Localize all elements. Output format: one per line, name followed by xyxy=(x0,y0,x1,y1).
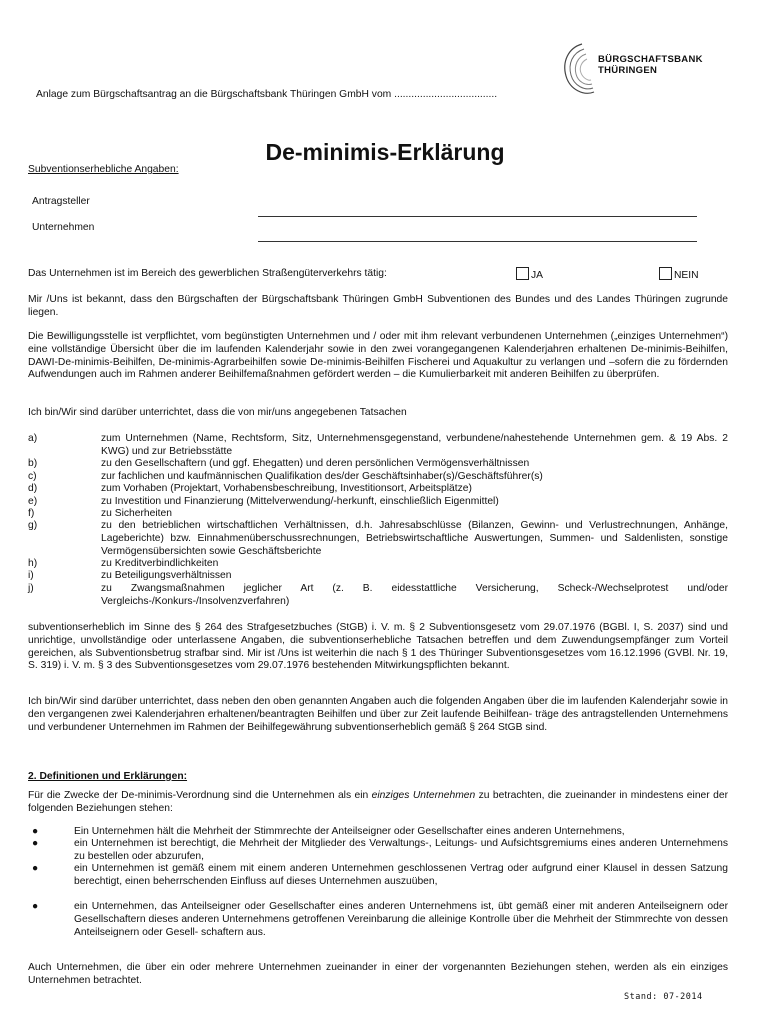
antragsteller-field[interactable] xyxy=(258,216,697,217)
strassenverkehr-question: Das Unternehmen ist im Bereich des gewerblichen Straßengüterverkehrs tätig: xyxy=(28,268,387,279)
paragraph-6: Für die Zwecke der De-minimis-Verordnung sind die Unternehmen als ein einziges Unternehmen zu betrachten, die zueinander in mindestens einer der folgenden Beziehungen stehen: xyxy=(28,790,728,814)
ja-checkbox[interactable] xyxy=(516,267,529,280)
nein-option[interactable] xyxy=(659,267,699,283)
nein-label: NEIN xyxy=(674,270,699,281)
section1-heading: Subventionserhebliche Angaben: xyxy=(28,164,179,175)
bank-logo xyxy=(560,40,730,100)
paragraph-4: subventionserheblich im Sinne des § 264 des Strafgesetzbuches (StGB) i. V. m. § 2 Subventionsgesetz vom 29.07.1976 (BGBl. I, S. 2037) sind und unrichtige, unvollständige oder unterlassene Angaben, die subventionserhebliche Tatsachen betreffen und dem Zuwendungsempfänger zum Vorteil gereichen, als Subventionsbetrug strafbar sind. Mir ist /Uns ist weiterhin die nach § 1 des Thüringer Subventionsgesetzes vom 16.12.1996 (GVBl. Nr. 19, S. 319) i. V. m. § 3 des Subventionsgesetzes vom 29.07.1976 bestehenden Mitwirkungspflichten bekannt. xyxy=(28,622,728,672)
logo-swirl-icon xyxy=(560,40,600,100)
ja-label: JA xyxy=(531,270,544,281)
paragraph-5: Ich bin/Wir sind darüber unterrichtet, dass neben den oben genannten Angaben auch die folgenden Angaben über die im laufenden Kalenderjahr sowie in den vergangenen zwei Kalenderjahren erhaltenen/beantragten Beihilfen und über zur Zeit laufende Beihilfean- träge des antragstellenden Unternehmens und verbundener Unternehmen im Rahmen der Beihilfegewährung subventionserheblich gemäß § 264 StGB sind. xyxy=(28,696,728,733)
logo-line-2: THÜRINGEN xyxy=(598,65,658,76)
ja-option[interactable] xyxy=(516,267,543,283)
paragraph-3: Ich bin/Wir sind darüber unterrichtet, dass die von mir/uns angegebenen Tatsachen xyxy=(28,407,407,418)
antragsteller-label: Antragsteller xyxy=(32,196,90,207)
logo-line-1: BÜRGSCHAFTSBANK xyxy=(598,54,703,65)
nein-checkbox[interactable] xyxy=(659,267,672,280)
unternehmen-label: Unternehmen xyxy=(32,222,95,233)
paragraph-1: Mir /Uns ist bekannt, dass den Bürgschaften der Bürgschaftsbank Thüringen GmbH Subventionen des Bundes und des Landes Thüringen zugrunde liegen. xyxy=(28,294,728,318)
footer-stand: Stand: 07-2014 xyxy=(624,992,703,1002)
section2-heading: 2. Definitionen und Erklärungen: xyxy=(28,771,188,782)
page-title: De-minimis-Erklärung xyxy=(265,139,505,165)
header-line: Anlage zum Bürgschaftsantrag an die Bürgschaftsbank Thüringen GmbH vom .................................... xyxy=(36,89,498,100)
paragraph-2: Die Bewilligungsstelle ist verpflichtet, vom begünstigten Unternehmen und / oder mit ihm relevant verbundenen Unternehmen („einziges Unternehmen“) eine vollständige Übersicht über die im laufenden Kalenderjahr sowie in den zwei vorangegangenen Kalenderjahren erhaltenen De-minimis-Beihilfen, DAWI-De-minimis-Beihilfen, De-minimis-Agrarbeihilfen sowie De-minimis-Beihilfen Fischerei und Aquakultur zu verlangen und –sofern die zu fördernden Aufwendungen auch im Rahmen anderer Beihilfemaßnahmen gefördert werden – die Kumulierbarkeit mit anderen Beihilfen zu überprüfen. xyxy=(28,331,728,381)
paragraph-7: Auch Unternehmen, die über ein oder mehrere Unternehmen zueinander in einer der vorgenannten Beziehungen stehen, werden als ein einziges Unternehmen betrachtet. xyxy=(28,962,728,986)
unternehmen-field[interactable] xyxy=(258,241,697,242)
